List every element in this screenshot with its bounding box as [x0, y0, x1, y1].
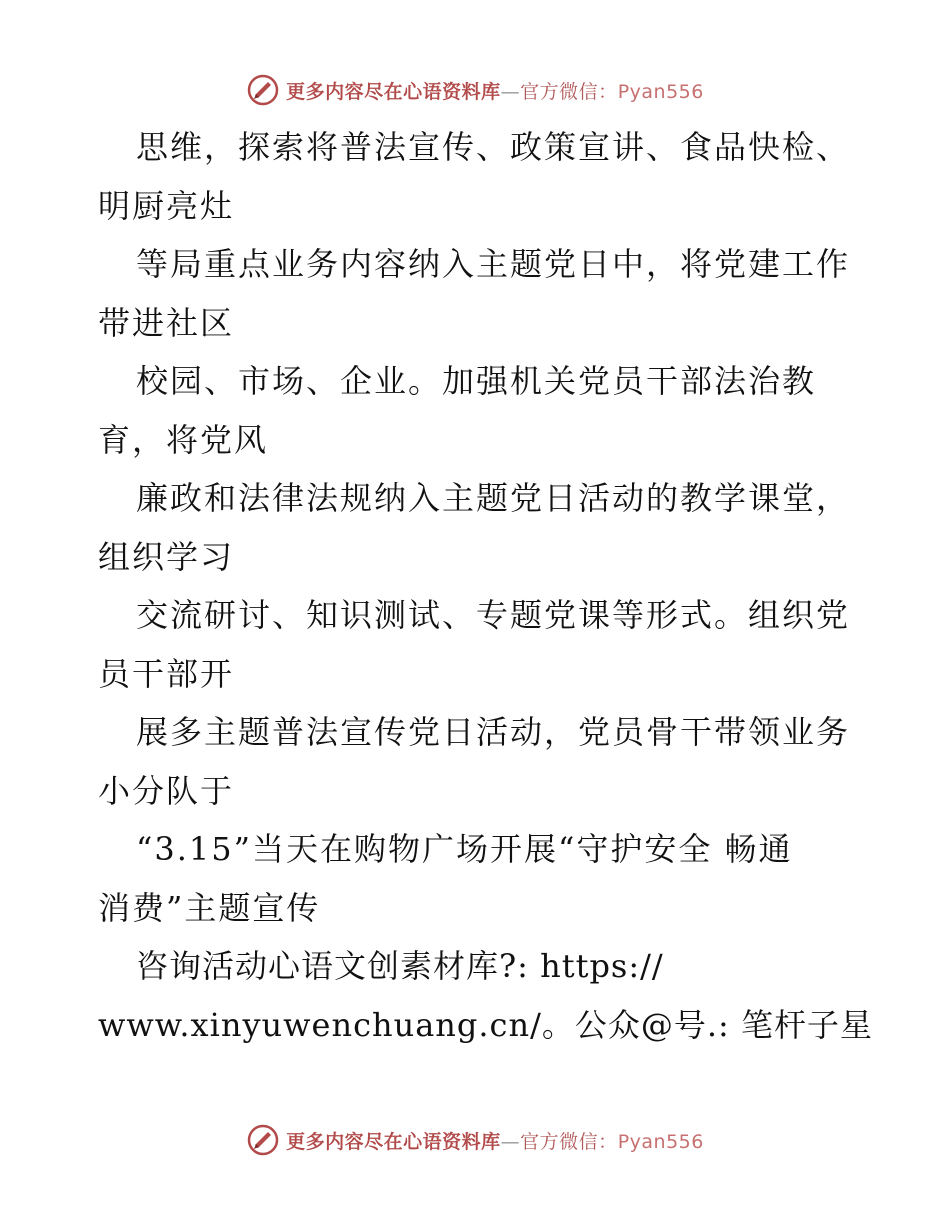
watermark-sub: 官方微信： — [520, 80, 618, 103]
text-line: 咨询活动心语文创素材库?: https:// — [136, 947, 664, 985]
footer-watermark — [0, 1120, 950, 1160]
watermark-text — [286, 1127, 704, 1154]
text-line: 交流研讨、知识测试、专题党课等形式。组织党 — [136, 596, 851, 634]
text-line: “3.15”当天在购物广场开展“守护安全 畅通 — [136, 830, 793, 868]
pen-logo-icon — [246, 1123, 280, 1157]
watermark-id: Pyan556 — [617, 1130, 704, 1153]
text-line: 组织学习 — [98, 537, 235, 576]
text-line: 明厨亮灶 — [98, 186, 235, 225]
watermark-main: 更多内容尽在心语资料库 — [286, 80, 501, 103]
pen-logo-icon — [246, 73, 280, 107]
text-line: 思维，探索将普法宣传、政策宣讲、食品快检、 — [136, 128, 851, 166]
text-line: 小分队于 — [98, 771, 235, 810]
watermark-id: Pyan556 — [617, 80, 704, 103]
watermark-sub: 官方微信： — [520, 1130, 618, 1153]
text-line: 校园、市场、企业。加强机关党员干部法治教 — [136, 362, 817, 400]
text-line: 育，将党风 — [98, 420, 269, 459]
text-line: 展多主题普法宣传党日活动，党员骨干带领业务 — [136, 713, 851, 751]
watermark-separator: — — [500, 1130, 521, 1153]
text-line: 员干部开 — [98, 654, 235, 693]
watermark-separator: — — [500, 80, 521, 103]
text-line: 等局重点业务内容纳入主题党日中，将党建工作 — [136, 245, 851, 283]
text-line: 廉政和法律法规纳入主题党日活动的教学课堂， — [136, 479, 851, 517]
watermark-main: 更多内容尽在心语资料库 — [286, 1130, 501, 1153]
text-line: www.xinyuwenchuang.cn/。公众@号.: 笔杆子星 — [98, 1005, 873, 1044]
header-watermark — [0, 70, 950, 110]
text-line: 消费”主题宣传 — [98, 888, 321, 927]
text-line: 带进社区 — [98, 303, 235, 342]
watermark-text — [286, 77, 704, 104]
document-body — [98, 118, 873, 1054]
